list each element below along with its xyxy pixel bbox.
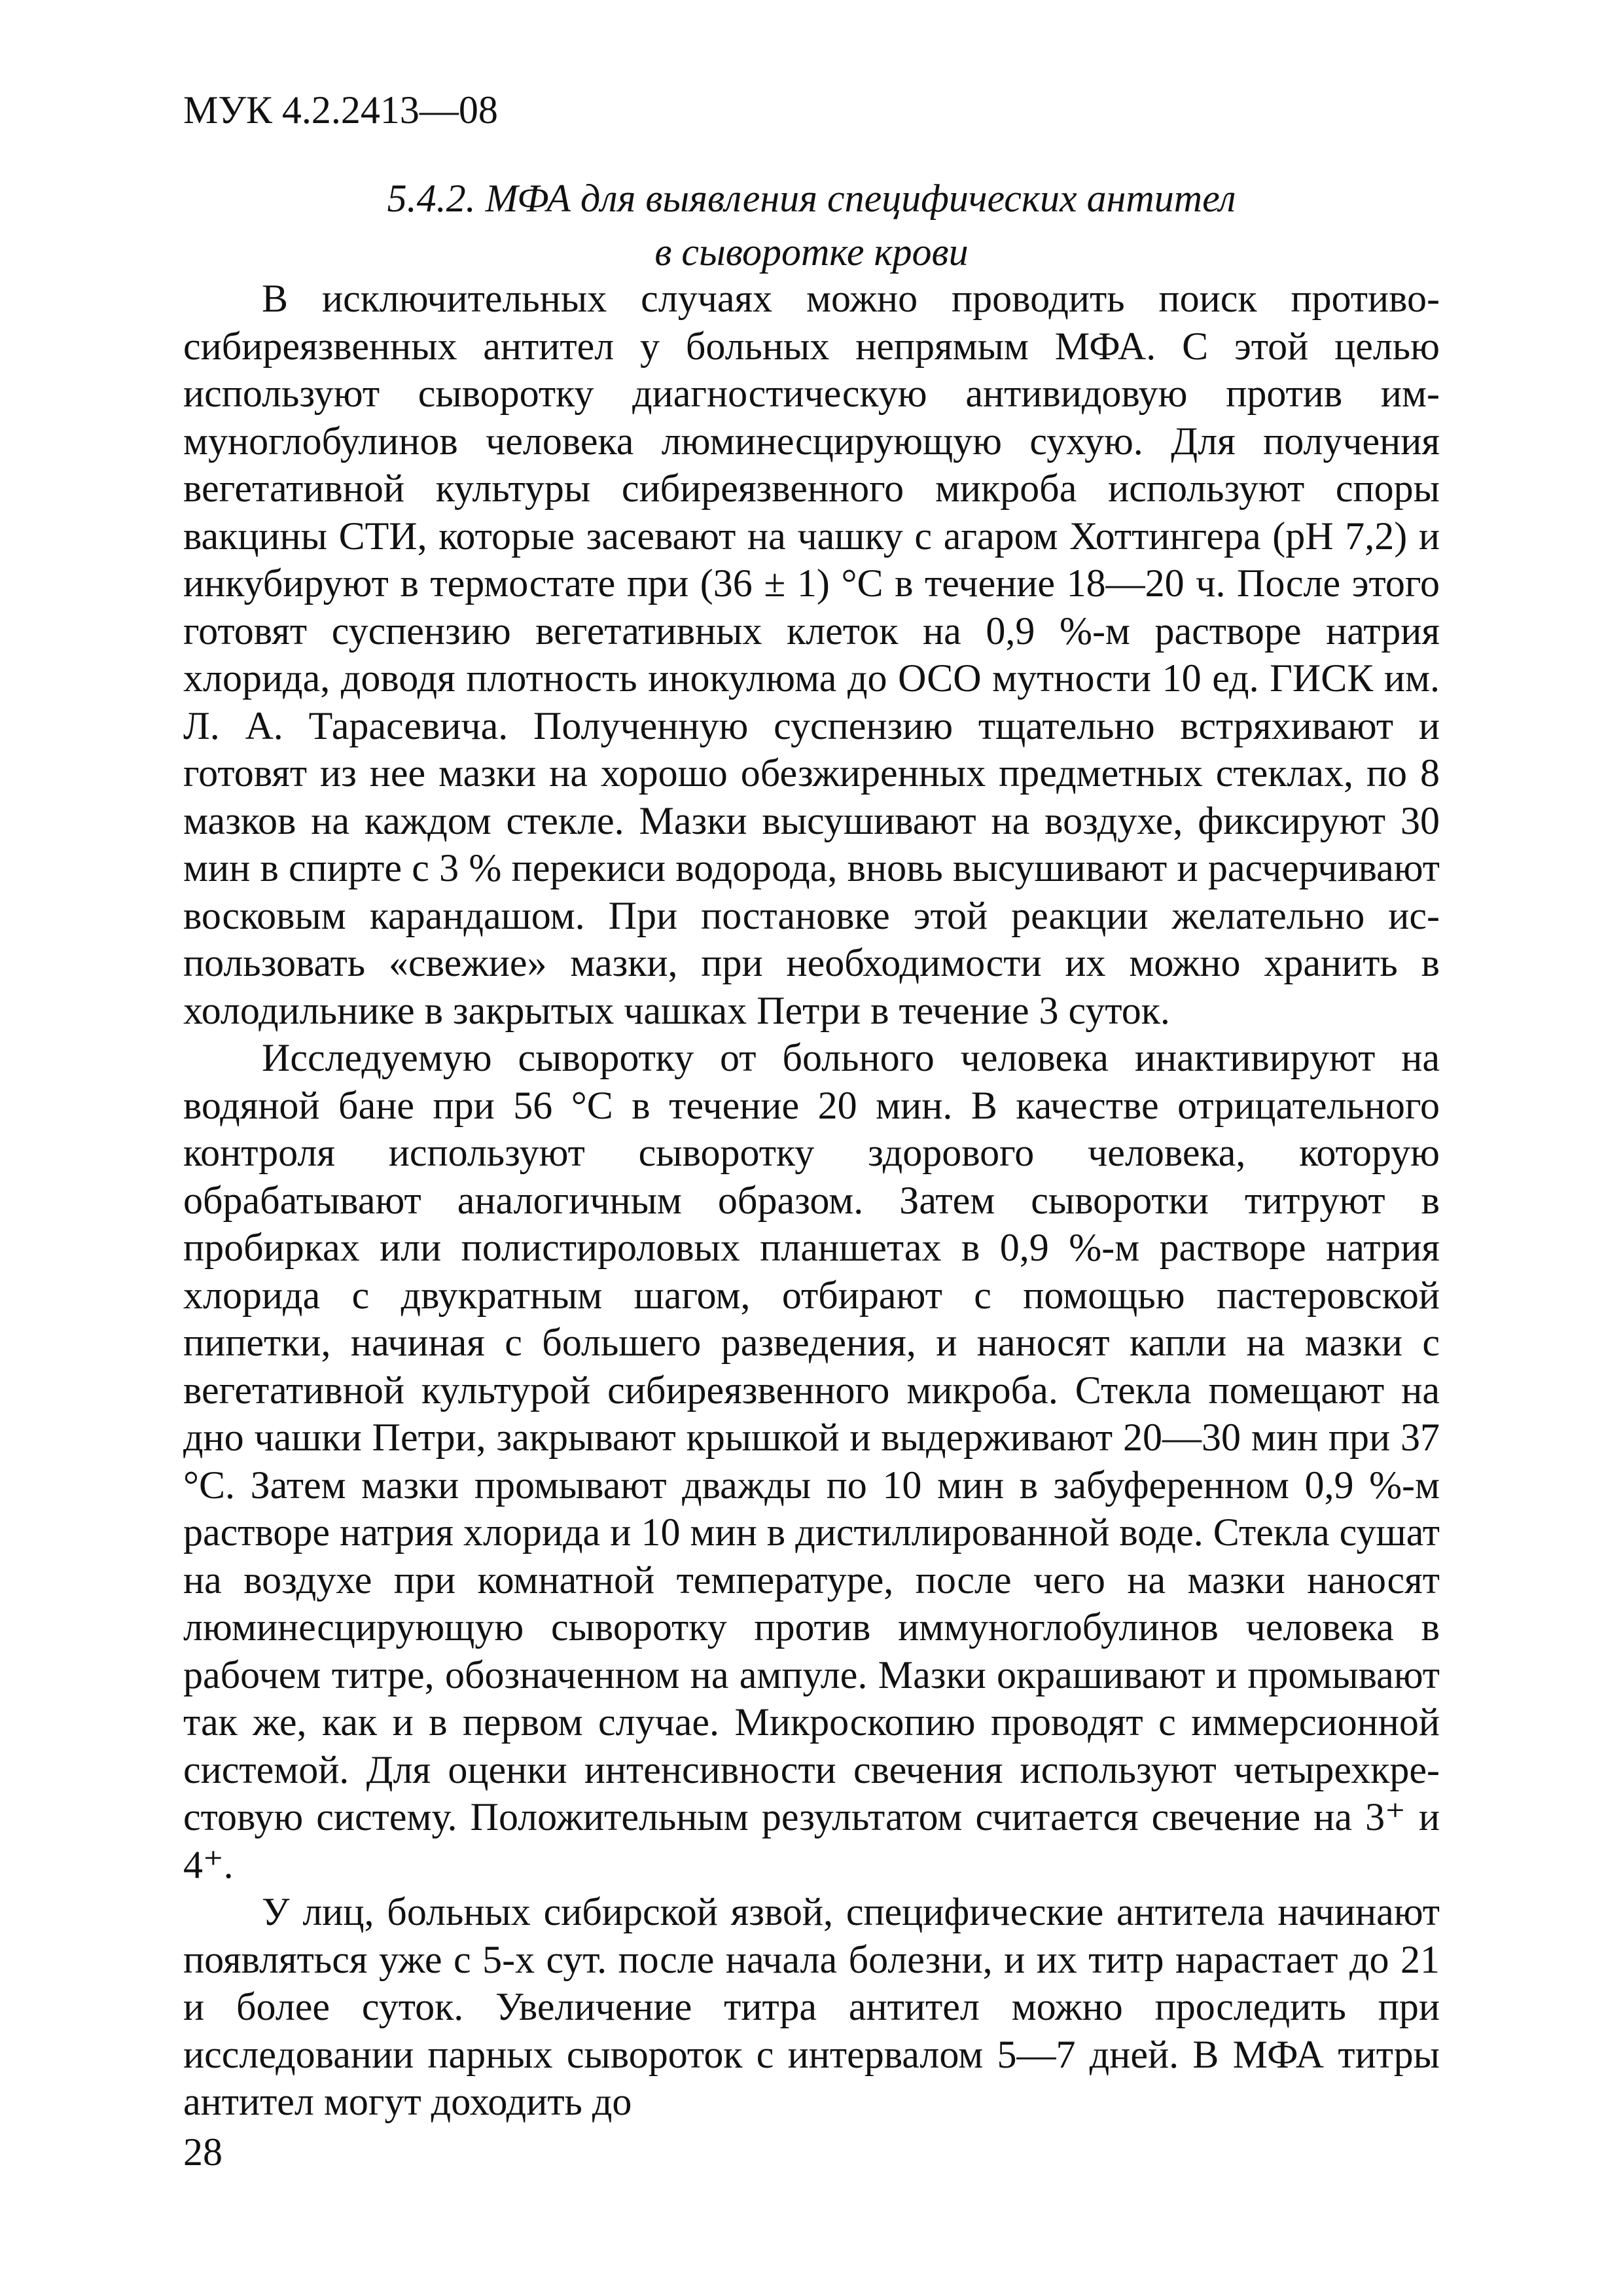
paragraph-3: У лиц, больных сибирской язвой, специфические антитела начинают появляться уже с 5-х сут. после начала болезни, и их титр нарастает до 21 и более суток. Увеличение титра антител можно проследить при исследовании парных сывороток с интервалом 5—7 дней. В МФА титры антител могут доходить до <box>183 1890 1440 2123</box>
paragraph-1: В исключительных случаях можно проводить поиск противосибиреязвенных антител у больных непрямым МФА. С этой целью используют сыворотку диагностическую антивидовую против иммуноглобулинов человека люминесцирующую сухую. Для получения вегетативной культуры сибиреязвенного микроба используют споры вакцины СТИ, которые засевают на чашку с агаром Хоттингера (рН 7,2) и инкубируют в термостате при (36 ± 1) °С в течение 18—20 ч. После этого готовят суспензию вегетативных клеток на 0,9 %-м растворе натрия хлорида, доводя плотность инокулюма до ОСО мутности 10 ед. ГИСК им. Л. А. Тарасевича. Полученную суспензию тщательно встряхивают и готовят из нее мазки на хорошо обезжиренных предметных стеклах, по 8 мазков на каждом стекле. Мазки высушивают на воздухе, фиксируют 30 мин в спирте с 3 % перекиси водорода, вновь высушивают и расчерчивают восковым карандашом. При постановке этой реакции желательно использовать «свежие» мазки, при необходимости их можно хранить в холодильнике в закрытых чашках Петри в течение 3 суток. <box>183 277 1440 1032</box>
page-number: 28 <box>183 2130 223 2174</box>
section-title <box>183 171 1440 279</box>
page-header-doc-code: МУК 4.2.2413—08 <box>183 88 498 132</box>
body-text <box>183 275 1440 2126</box>
section-title-line-1: 5.4.2. МФА для выявления специфических антител <box>387 177 1236 220</box>
section-title-line-2: в сыворотке крови <box>654 230 969 274</box>
paragraph-2: Исследуемую сыворотку от больного человека инактивируют на водяной бане при 56 °С в течение 20 мин. В качестве отрицательного контроля используют сыворотку здорового человека, которую обрабатывают аналогичным образом. Затем сыворотки титруют в пробирках или полистироловых планшетах в 0,9 %-м растворе натрия хлорида с двукратным шагом, отбирают с помощью пастеровской пипетки, начиная с большего разведения, и наносят капли на мазки с вегетативной культурой сибиреязвенного микроба. Стекла помещают на дно чашки Петри, закрывают крышкой и выдерживают 20—30 мин при 37 °С. Затем мазки промывают дважды по 10 мин в забуференном 0,9 %-м растворе натрия хлорида и 10 мин в дистиллированной воде. Стекла сушат на воздухе при комнатной температуре, после чего на мазки наносят люминесцирующую сыворотку против иммуноглобулинов человека в рабочем титре, обозначенном на ампуле. Мазки окрашивают и промывают так же, как и в первом случае. Микроскопию проводят с иммерсионной системой. Для оценки интенсивности свечения используют четырехкрестовую систему. Положительным результатом считается свечение на 3⁺ и 4⁺. <box>183 1036 1440 1886</box>
